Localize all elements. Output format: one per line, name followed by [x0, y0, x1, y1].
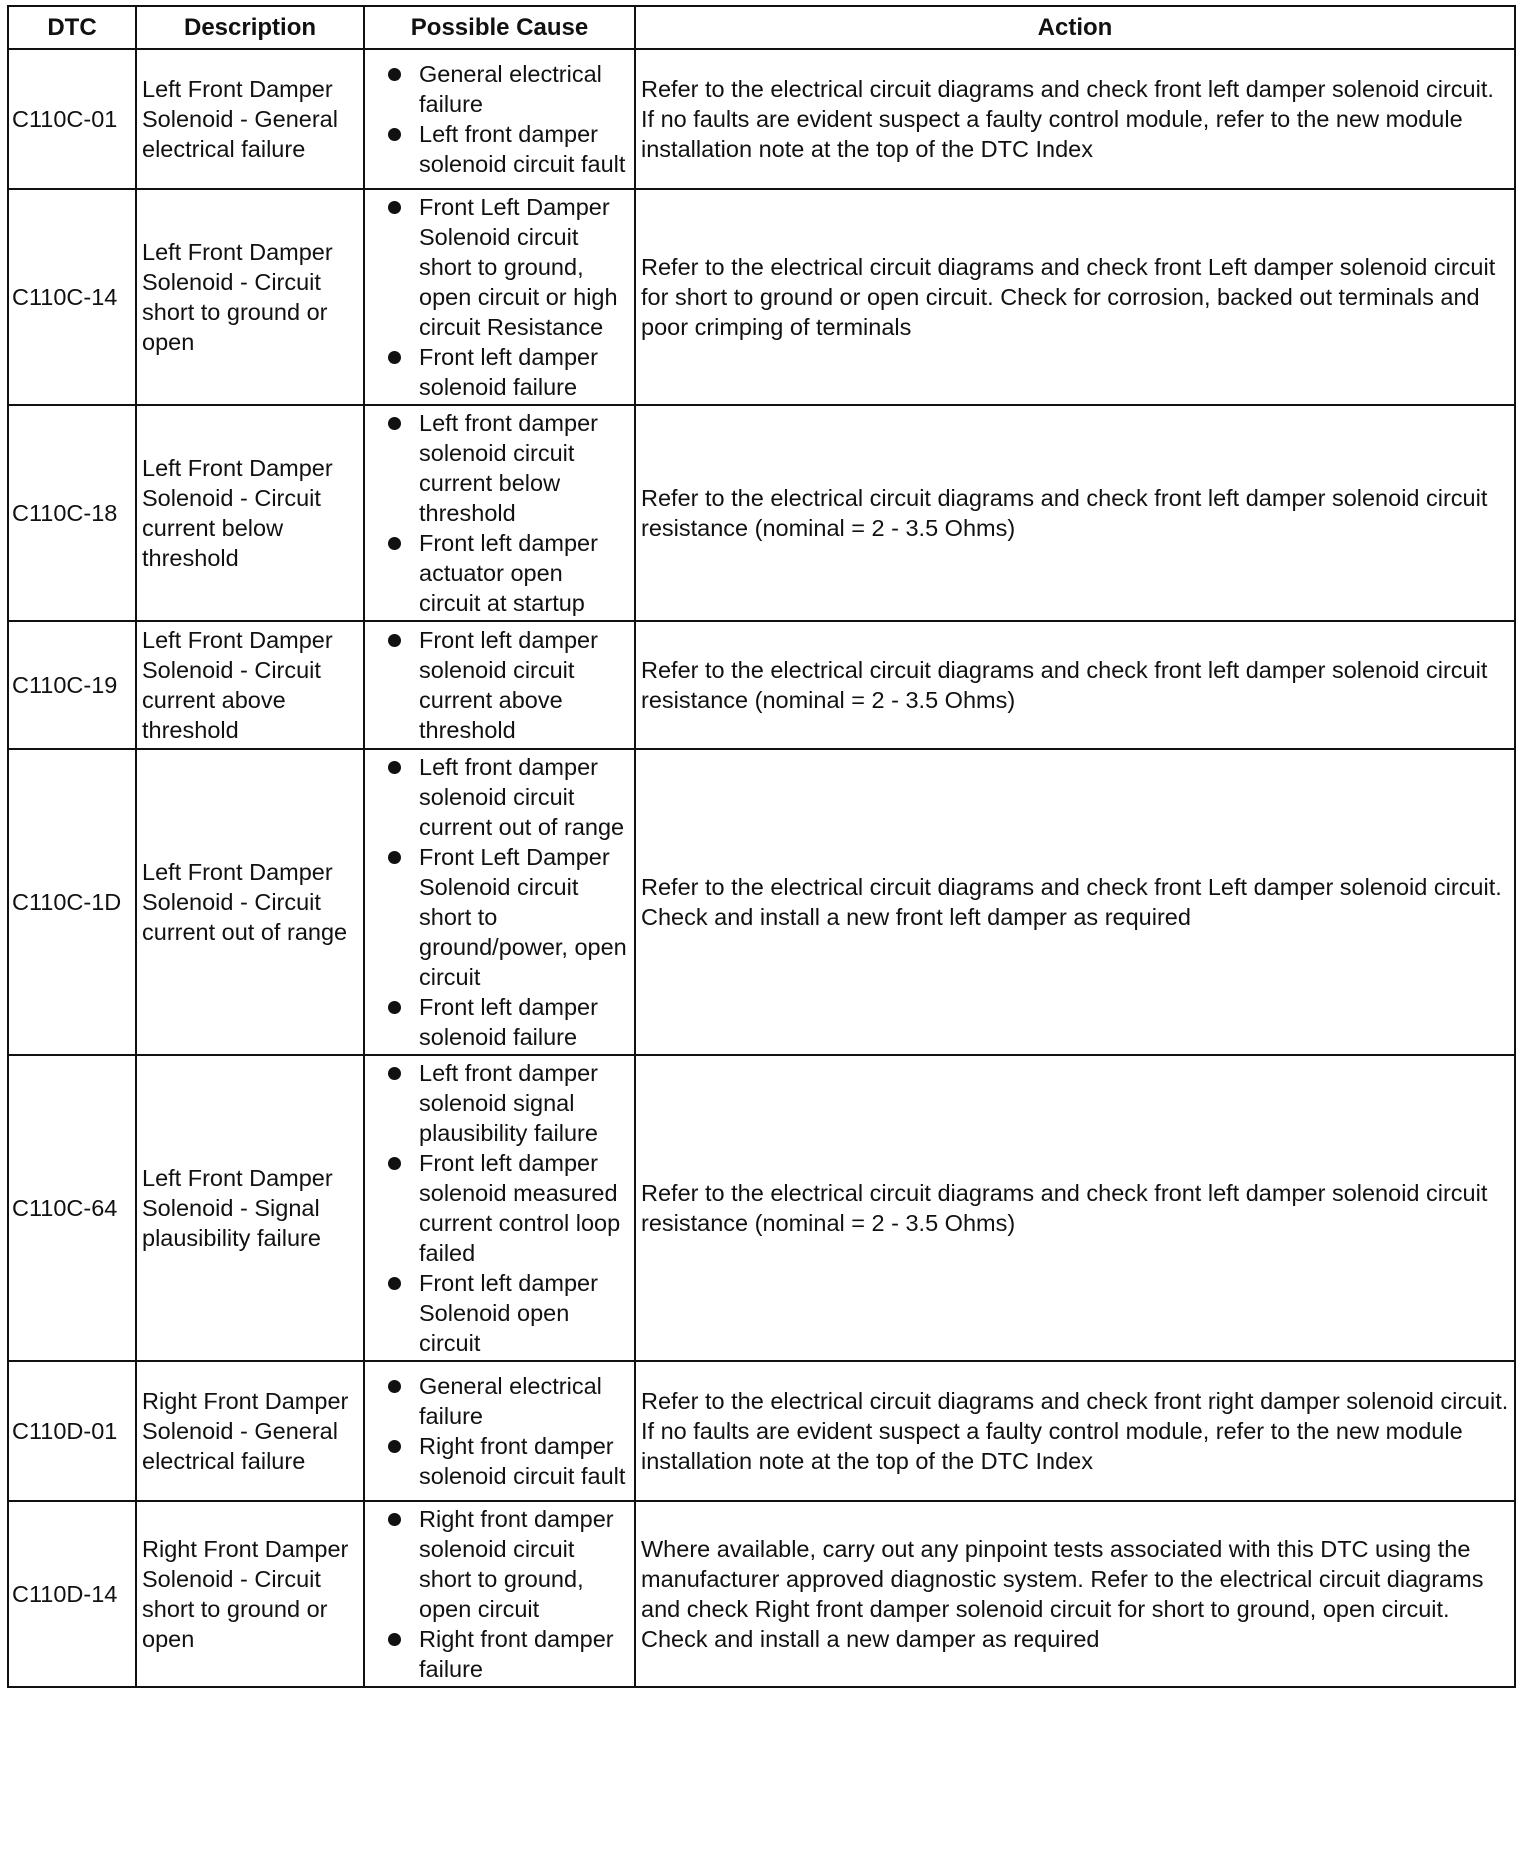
- table-row: [8, 1055, 1515, 1361]
- dtc-description: Left Front Damper Solenoid - Signal plausibility failure: [136, 1055, 364, 1361]
- cause-list: [383, 625, 630, 745]
- cause-item: Right front damper failure: [383, 1624, 630, 1684]
- cause-item: Front left damper solenoid measured current control loop failed: [383, 1148, 630, 1268]
- dtc-description: Left Front Damper Solenoid - Circuit current above threshold: [136, 621, 364, 749]
- cause-item: Front left damper solenoid circuit current above threshold: [383, 625, 630, 745]
- possible-cause-cell: [364, 1055, 635, 1361]
- dtc-description: Left Front Damper Solenoid - Circuit current below threshold: [136, 405, 364, 621]
- cause-item: Left front damper solenoid circuit current out of range: [383, 752, 630, 842]
- dtc-action: Refer to the electrical circuit diagrams and check front left damper solenoid circuit. If no faults are evident suspect a faulty control module, refer to the new module installation note at the top of the DTC Index: [635, 49, 1515, 189]
- possible-cause-cell: [364, 49, 635, 189]
- cause-item: Front left damper solenoid failure: [383, 342, 630, 402]
- dtc-code: C110C-14: [8, 189, 136, 405]
- dtc-action: Refer to the electrical circuit diagrams and check front Left damper solenoid circuit for short to ground or open circuit. Check for corrosion, backed out terminals and poor crimping of terminals: [635, 189, 1515, 405]
- cause-item: Left front damper solenoid signal plausibility failure: [383, 1058, 630, 1148]
- possible-cause-cell: [364, 189, 635, 405]
- dtc-action: Refer to the electrical circuit diagrams and check front left damper solenoid circuit resistance (nominal = 2 - 3.5 Ohms): [635, 621, 1515, 749]
- cause-item: Front left damper Solenoid open circuit: [383, 1268, 630, 1358]
- cause-item: General electrical failure: [383, 59, 630, 119]
- cause-item: Front left damper actuator open circuit at startup: [383, 528, 630, 618]
- dtc-code: C110C-64: [8, 1055, 136, 1361]
- dtc-code: C110D-14: [8, 1501, 136, 1687]
- cause-list: [383, 192, 630, 402]
- dtc-code: C110C-19: [8, 621, 136, 749]
- dtc-action: Refer to the electrical circuit diagrams and check front right damper solenoid circuit. If no faults are evident suspect a faulty control module, refer to the new module installation note at the top of the DTC Index: [635, 1361, 1515, 1501]
- dtc-code: C110C-1D: [8, 749, 136, 1055]
- table-row: [8, 189, 1515, 405]
- dtc-action: Refer to the electrical circuit diagrams and check front left damper solenoid circuit resistance (nominal = 2 - 3.5 Ohms): [635, 1055, 1515, 1361]
- header-row: [8, 6, 1515, 49]
- table-row: [8, 49, 1515, 189]
- dtc-table: [7, 5, 1516, 1688]
- possible-cause-cell: [364, 1501, 635, 1687]
- dtc-action: Where available, carry out any pinpoint tests associated with this DTC using the manufacturer approved diagnostic system. Refer to the electrical circuit diagrams and check Right front damper solenoid circuit for short to ground, open circuit. Check and install a new damper as required: [635, 1501, 1515, 1687]
- dtc-code: C110C-18: [8, 405, 136, 621]
- table-row: [8, 1361, 1515, 1501]
- dtc-description: Left Front Damper Solenoid - General electrical failure: [136, 49, 364, 189]
- dtc-code: C110C-01: [8, 49, 136, 189]
- cause-item: Left front damper solenoid circuit fault: [383, 119, 630, 179]
- dtc-code: C110D-01: [8, 1361, 136, 1501]
- cause-item: Front Left Damper Solenoid circuit short to ground, open circuit or high circuit Resistance: [383, 192, 630, 342]
- header-dtc: DTC: [8, 6, 136, 49]
- possible-cause-cell: [364, 749, 635, 1055]
- table-row: [8, 1501, 1515, 1687]
- dtc-description: Left Front Damper Solenoid - Circuit short to ground or open: [136, 189, 364, 405]
- dtc-action: Refer to the electrical circuit diagrams and check front left damper solenoid circuit resistance (nominal = 2 - 3.5 Ohms): [635, 405, 1515, 621]
- cause-list: [383, 1371, 630, 1491]
- table-row: [8, 405, 1515, 621]
- possible-cause-cell: [364, 405, 635, 621]
- dtc-description: Right Front Damper Solenoid - General electrical failure: [136, 1361, 364, 1501]
- header-possible-cause: Possible Cause: [364, 6, 635, 49]
- possible-cause-cell: [364, 621, 635, 749]
- cause-item: General electrical failure: [383, 1371, 630, 1431]
- header-action: Action: [635, 6, 1515, 49]
- header-description: Description: [136, 6, 364, 49]
- cause-item: Front left damper solenoid failure: [383, 992, 630, 1052]
- dtc-description: Right Front Damper Solenoid - Circuit short to ground or open: [136, 1501, 364, 1687]
- cause-list: [383, 1504, 630, 1684]
- cause-list: [383, 59, 630, 179]
- cause-item: Right front damper solenoid circuit short to ground, open circuit: [383, 1504, 630, 1624]
- cause-item: Right front damper solenoid circuit fault: [383, 1431, 630, 1491]
- cause-list: [383, 752, 630, 1052]
- cause-list: [383, 408, 630, 618]
- cause-list: [383, 1058, 630, 1358]
- possible-cause-cell: [364, 1361, 635, 1501]
- table-row: [8, 621, 1515, 749]
- cause-item: Front Left Damper Solenoid circuit short to ground/power, open circuit: [383, 842, 630, 992]
- dtc-description: Left Front Damper Solenoid - Circuit current out of range: [136, 749, 364, 1055]
- dtc-action: Refer to the electrical circuit diagrams and check front Left damper solenoid circuit. Check and install a new front left damper as required: [635, 749, 1515, 1055]
- cause-item: Left front damper solenoid circuit current below threshold: [383, 408, 630, 528]
- table-row: [8, 749, 1515, 1055]
